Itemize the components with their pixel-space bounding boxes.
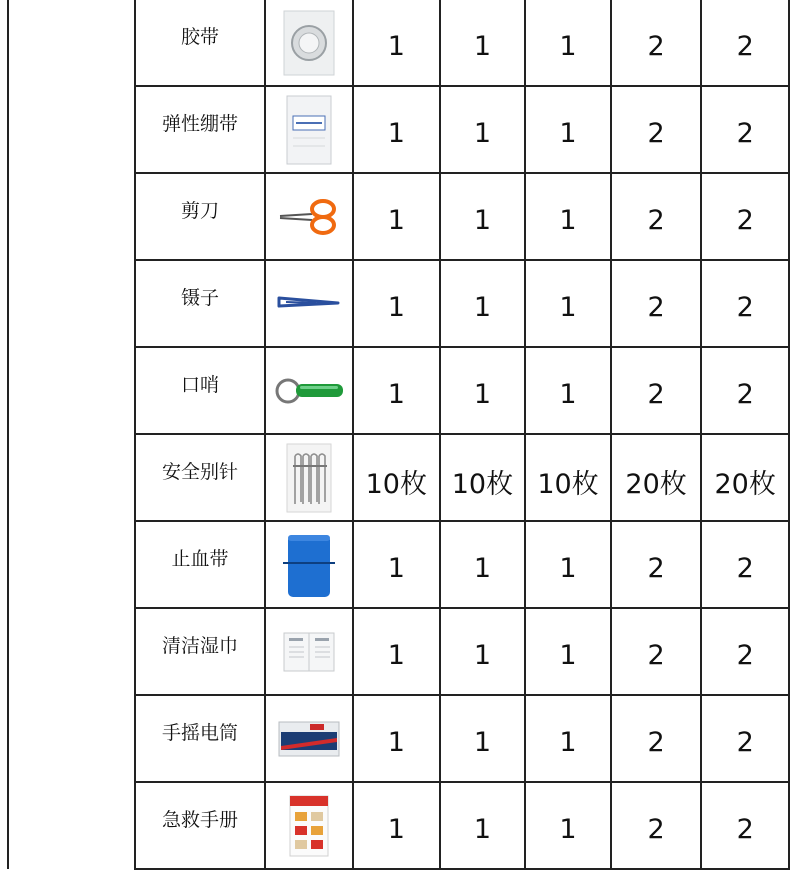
item-image <box>265 608 353 695</box>
item-image <box>265 695 353 782</box>
qty-cell: 1 <box>353 608 440 695</box>
wet-wipes-icon <box>280 629 338 675</box>
qty-cell: 1 <box>353 695 440 782</box>
table-row <box>135 434 789 521</box>
item-image <box>265 521 353 608</box>
qty-cell: 1 <box>525 782 611 869</box>
qty-cell: 2 <box>611 347 702 434</box>
qty-cell: 2 <box>611 86 702 173</box>
qty-cell: 1 <box>525 347 611 434</box>
table-row <box>135 347 789 434</box>
item-name: 口哨 <box>135 347 265 434</box>
tourniquet-icon <box>279 527 339 603</box>
item-name: 急救手册 <box>135 782 265 869</box>
table-row <box>135 0 789 86</box>
qty-cell: 2 <box>611 782 702 869</box>
qty-cell: 2 <box>611 0 702 86</box>
qty-cell: 2 <box>701 347 789 434</box>
qty-cell: 2 <box>701 173 789 260</box>
tape-roll-icon <box>279 8 339 78</box>
qty-cell: 1 <box>353 347 440 434</box>
safety-pins-icon <box>281 440 337 516</box>
item-image <box>265 260 353 347</box>
tweezers-icon <box>276 289 342 319</box>
qty-cell: 1 <box>440 173 526 260</box>
qty-cell: 1 <box>525 86 611 173</box>
qty-cell: 1 <box>440 347 526 434</box>
qty-cell: 10枚 <box>525 434 611 521</box>
qty-cell: 1 <box>440 695 526 782</box>
first-aid-manual-icon <box>284 794 334 858</box>
qty-cell: 1 <box>525 173 611 260</box>
qty-cell: 1 <box>440 608 526 695</box>
qty-cell: 10枚 <box>353 434 440 521</box>
item-name: 弹性绷带 <box>135 86 265 173</box>
qty-cell: 1 <box>525 608 611 695</box>
item-name: 安全别针 <box>135 434 265 521</box>
qty-cell: 1 <box>440 0 526 86</box>
qty-cell: 2 <box>611 173 702 260</box>
table-row <box>135 782 789 869</box>
item-image <box>265 0 353 86</box>
item-image <box>265 782 353 869</box>
qty-cell: 1 <box>353 521 440 608</box>
qty-cell: 20枚 <box>701 434 789 521</box>
qty-cell: 20枚 <box>611 434 702 521</box>
table-row <box>135 260 789 347</box>
item-image <box>265 86 353 173</box>
item-name: 镊子 <box>135 260 265 347</box>
table-row <box>135 521 789 608</box>
qty-cell: 1 <box>525 260 611 347</box>
qty-cell: 2 <box>701 260 789 347</box>
qty-cell: 1 <box>440 260 526 347</box>
item-name: 胶带 <box>135 0 265 86</box>
scissors-icon <box>276 197 342 237</box>
qty-cell: 1 <box>353 260 440 347</box>
qty-cell: 1 <box>440 521 526 608</box>
crank-flashlight-icon <box>276 718 342 760</box>
first-aid-kit-table <box>134 0 790 870</box>
qty-cell: 1 <box>353 86 440 173</box>
item-image <box>265 347 353 434</box>
qty-cell: 2 <box>701 86 789 173</box>
qty-cell: 1 <box>440 782 526 869</box>
qty-cell: 2 <box>701 695 789 782</box>
qty-cell: 1 <box>525 521 611 608</box>
qty-cell: 1 <box>353 0 440 86</box>
qty-cell: 2 <box>701 0 789 86</box>
elastic-bandage-icon <box>279 92 339 168</box>
qty-cell: 2 <box>611 695 702 782</box>
item-image <box>265 173 353 260</box>
table-row <box>135 86 789 173</box>
qty-cell: 2 <box>701 782 789 869</box>
qty-cell: 2 <box>611 608 702 695</box>
qty-cell: 10枚 <box>440 434 526 521</box>
table-row <box>135 173 789 260</box>
qty-cell: 2 <box>701 521 789 608</box>
whistle-icon <box>272 373 346 409</box>
item-name: 清洁湿巾 <box>135 608 265 695</box>
qty-cell: 1 <box>525 695 611 782</box>
qty-cell: 2 <box>611 521 702 608</box>
item-name: 剪刀 <box>135 173 265 260</box>
outer-frame-line <box>7 0 9 869</box>
qty-cell: 2 <box>611 260 702 347</box>
qty-cell: 1 <box>440 86 526 173</box>
qty-cell: 1 <box>525 0 611 86</box>
item-image <box>265 434 353 521</box>
table-row <box>135 695 789 782</box>
qty-cell: 1 <box>353 782 440 869</box>
table-row <box>135 608 789 695</box>
qty-cell: 2 <box>701 608 789 695</box>
item-name: 止血带 <box>135 521 265 608</box>
item-name: 手摇电筒 <box>135 695 265 782</box>
qty-cell: 1 <box>353 173 440 260</box>
